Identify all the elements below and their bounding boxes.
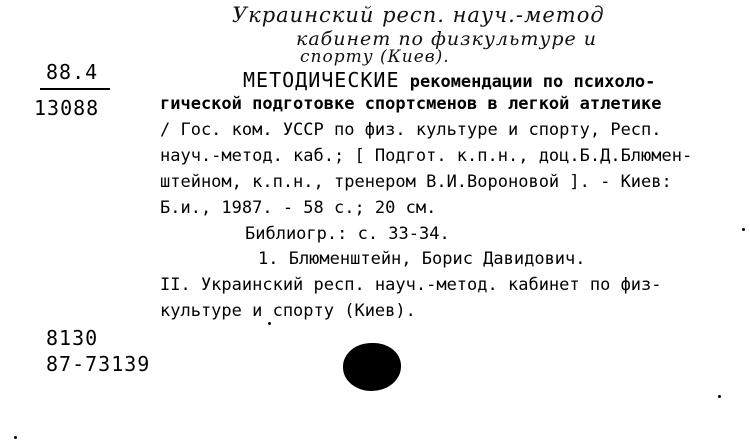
entry-title-word: МЕТОДИЧЕСКИЕ (243, 68, 400, 92)
code-number: 8130 (46, 326, 99, 350)
scan-speck (14, 436, 17, 439)
scan-speck (742, 228, 745, 231)
order-number: 87-73139 (46, 352, 151, 376)
entry-line-4: науч.-метод. каб.; [ Подгот. к.п.н., доц.Б.Д.Блюмен- (160, 146, 693, 166)
tracing-corporate-line-1: II. Украинский респ. науч.-метод. кабинет по физ- (160, 275, 662, 295)
tracing-author: 1. Блюменштейн, Борис Давидович. (258, 249, 586, 269)
shelf-divider (40, 88, 110, 90)
tracing-corporate-line-2: культуре и спорту (Киев). (160, 301, 416, 321)
handwritten-note-line-2: кабинет по физкультуре и (296, 28, 598, 50)
entry-line-2: гической подготовке спортсменов в легкой атлетике (160, 94, 662, 114)
ink-blot (343, 343, 401, 391)
scan-speck (268, 322, 271, 325)
entry-line-5: штейном, к.п.н., тренером В.И.Вороновой ]. - Киев: (160, 172, 672, 192)
entry-line-6: Б.и., 1987. - 58 с.; 20 см. (160, 198, 437, 218)
handwritten-note-line-3: спорту (Киев). (300, 47, 450, 67)
scan-speck (718, 395, 721, 398)
entry-line-1 (243, 68, 655, 92)
entry-line-3: / Гос. ком. УССР по физ. культуре и спорту, Респ. (160, 120, 662, 140)
class-number: 88.4 (46, 60, 99, 84)
accession-number: 13088 (34, 96, 100, 120)
bibliography-note: Библиогр.: с. 33-34. (245, 224, 450, 244)
handwritten-note-line-1: Украинский респ. науч.-метод (232, 3, 605, 27)
entry-title-rest: рекомендации по психоло- (409, 72, 656, 92)
